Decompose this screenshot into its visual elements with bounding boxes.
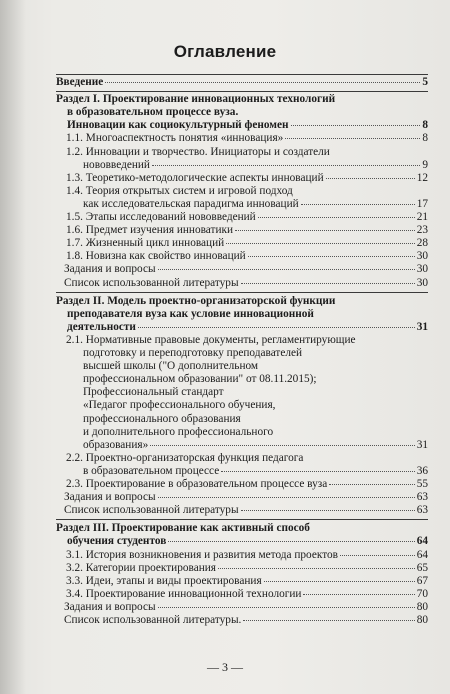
toc-entry-line: «Педагог профессионального обучения,	[83, 399, 276, 412]
dot-leader	[158, 497, 415, 498]
toc-entry-title: Введение	[56, 76, 104, 88]
toc-entry-page: 80	[416, 614, 428, 626]
toc-entry-line: профессиональном образовании" от 08.11.2015);	[83, 373, 317, 386]
toc-entry-line: 2.2. Проектно-организаторская функция педагога	[66, 451, 304, 464]
dot-leader	[329, 484, 414, 485]
toc-entry-page: 30	[416, 263, 428, 276]
toc-entry-title: образования»	[83, 438, 149, 451]
toc-entry	[64, 277, 428, 290]
section-heading-line: Раздел III. Проектирование как активный способ	[56, 522, 310, 535]
toc-entry-line: и дополнительного профессионального	[83, 425, 274, 438]
toc-entry	[64, 601, 428, 614]
toc-entry-page: 67	[416, 574, 428, 587]
toc-entry-line: Профессиональный стандарт	[83, 386, 224, 399]
section-heading	[67, 321, 428, 334]
section-heading-line: в образовательном процессе вуза.	[67, 106, 239, 119]
section-heading-line: Раздел I. Проектирование инновационных технологий	[56, 93, 336, 106]
toc-entry-page: 8	[422, 132, 428, 145]
toc-entry	[66, 588, 428, 601]
dot-leader	[303, 594, 414, 595]
dot-leader	[285, 138, 420, 139]
toc-entry-title: Инновации как социокультурный феномен	[67, 119, 289, 132]
section-heading-line: Раздел II. Модель проектно-организаторской функции	[56, 294, 336, 307]
toc-entry-line: профессионального образования	[83, 412, 241, 425]
toc-entry-line: подготовку и переподготовку преподавателей	[83, 347, 303, 359]
dot-leader	[235, 230, 415, 231]
toc-entry-page: 55	[416, 478, 428, 490]
dot-leader	[291, 125, 421, 126]
toc-entry	[64, 504, 428, 517]
toc-entry	[83, 439, 428, 452]
dot-leader	[258, 217, 415, 218]
toc-entry	[66, 132, 428, 145]
toc-entry-page: 36	[416, 464, 428, 477]
dot-leader	[264, 581, 415, 582]
section-divider	[56, 74, 428, 75]
toc-entry-title: Список использованной литературы.	[64, 614, 242, 626]
toc-entry-title: Задания и вопросы	[64, 263, 156, 276]
toc-entry-title: Список использованной литературы	[64, 276, 239, 289]
toc-entry	[83, 159, 428, 172]
section-divider	[56, 292, 428, 293]
toc-entry-title: обучения студентов	[67, 535, 167, 548]
dot-leader	[226, 243, 415, 244]
toc-entry-title: 1.5. Этапы исследований нововведений	[66, 211, 256, 223]
toc-entry-title: 2.3. Проектирование в образовательном процессе вуза	[66, 478, 328, 490]
section-heading	[67, 535, 428, 548]
dot-leader	[340, 555, 415, 556]
dot-leader	[248, 256, 415, 257]
toc-entry	[66, 575, 428, 588]
toc-entry-page: 28	[416, 237, 428, 250]
section-heading	[67, 119, 428, 132]
toc-entry-title: 3.2. Категории проектирования	[66, 561, 216, 574]
toc-entry-page: 12	[416, 171, 428, 184]
toc-entry	[66, 562, 428, 575]
toc-entry	[66, 172, 428, 185]
dot-leader	[138, 327, 415, 328]
toc-entry-title: Задания и вопросы	[64, 491, 156, 504]
toc-entry-page: 5	[422, 76, 428, 88]
toc-entry-page: 65	[416, 561, 428, 574]
toc-entry-page: 64	[416, 548, 428, 561]
toc-entry-page: 63	[416, 504, 428, 517]
toc-entry-title: Задания и вопросы	[64, 600, 156, 613]
toc-entry	[66, 478, 428, 491]
toc-entry-page: 80	[416, 600, 428, 613]
toc-entry-title: 1.1. Многоаспектность понятия «инновация»	[66, 132, 284, 145]
dot-leader	[241, 283, 415, 284]
toc-entry-title: 3.3. Идеи, этапы и виды проектирования	[66, 574, 262, 587]
toc-entry-page: 31	[416, 320, 428, 333]
section-divider	[56, 91, 428, 92]
toc-entry	[66, 250, 428, 263]
toc-entry	[83, 198, 428, 211]
toc-entry-title: 1.8. Новизна как свойство инноваций	[66, 250, 246, 263]
toc-entry	[64, 491, 428, 504]
toc-entry	[66, 211, 428, 224]
toc-entry-line: 1.2. Инновации и творчество. Инициаторы и создатели	[66, 145, 330, 158]
toc-entry	[66, 237, 428, 250]
page-title: Оглавление	[173, 42, 277, 61]
toc-entry	[66, 224, 428, 237]
dot-leader	[218, 568, 415, 569]
section-divider	[56, 519, 428, 520]
toc-entry-title: как исследовательская парадигма инноваций	[83, 197, 299, 210]
toc-entry-line: 1.4. Теория открытых систем и игровой подход	[66, 184, 293, 197]
toc-entry-title: 3.4. Проектирование инновационной технологии	[66, 587, 302, 600]
toc-entry-line: 2.1. Нормативные правовые документы, регламентирующие	[66, 333, 356, 346]
dot-leader	[168, 541, 414, 542]
dot-leader	[243, 620, 414, 621]
dot-leader	[326, 178, 415, 179]
dot-leader	[158, 269, 415, 270]
toc-entry-page: 30	[416, 276, 428, 289]
toc-entry-page: 21	[416, 211, 428, 223]
section-heading-line: преподавателя вуза как условие инновационной	[67, 307, 314, 320]
toc-entry-line: высшей школы ("О дополнительном	[83, 360, 259, 373]
toc-entry	[64, 263, 428, 276]
toc-intro	[56, 76, 428, 89]
toc-entry	[66, 549, 428, 562]
toc-entry-page: 9	[422, 158, 428, 171]
toc-entry-page: 23	[416, 224, 428, 237]
toc-entry-title: Список использованной литературы	[64, 504, 239, 517]
toc-entry	[83, 465, 428, 478]
toc-entry	[64, 614, 428, 627]
toc-entry-title: 1.3. Теоретико-методологические аспекты инноваций	[66, 171, 324, 184]
dot-leader	[150, 445, 414, 446]
toc-entry-page: 63	[416, 491, 428, 504]
toc-entry-title: 3.1. История возникновения и развития метода проектов	[66, 548, 338, 561]
toc-entry-title: в образовательном процессе	[83, 464, 220, 477]
dot-leader	[301, 204, 415, 205]
toc-entry-page: 30	[416, 250, 428, 263]
toc-entry-title: деятельности	[67, 320, 136, 333]
dot-leader	[105, 82, 420, 83]
dot-leader	[158, 607, 415, 608]
dot-leader	[241, 510, 415, 511]
toc-entry-page: 64	[416, 535, 428, 548]
page-number: — 3 —	[207, 660, 243, 674]
toc-entry-title: 1.7. Жизненный цикл инноваций	[66, 237, 225, 250]
toc-entry-page: 17	[416, 197, 428, 210]
toc-entry-title: нововведений	[83, 158, 150, 171]
dot-leader	[152, 165, 420, 166]
toc-entry-page: 70	[416, 587, 428, 600]
dot-leader	[221, 471, 414, 472]
toc-entry-page: 31	[416, 438, 428, 451]
toc-entry-title: 1.6. Предмет изучения инноватики	[66, 224, 234, 237]
toc-entry-page: 8	[422, 119, 428, 132]
